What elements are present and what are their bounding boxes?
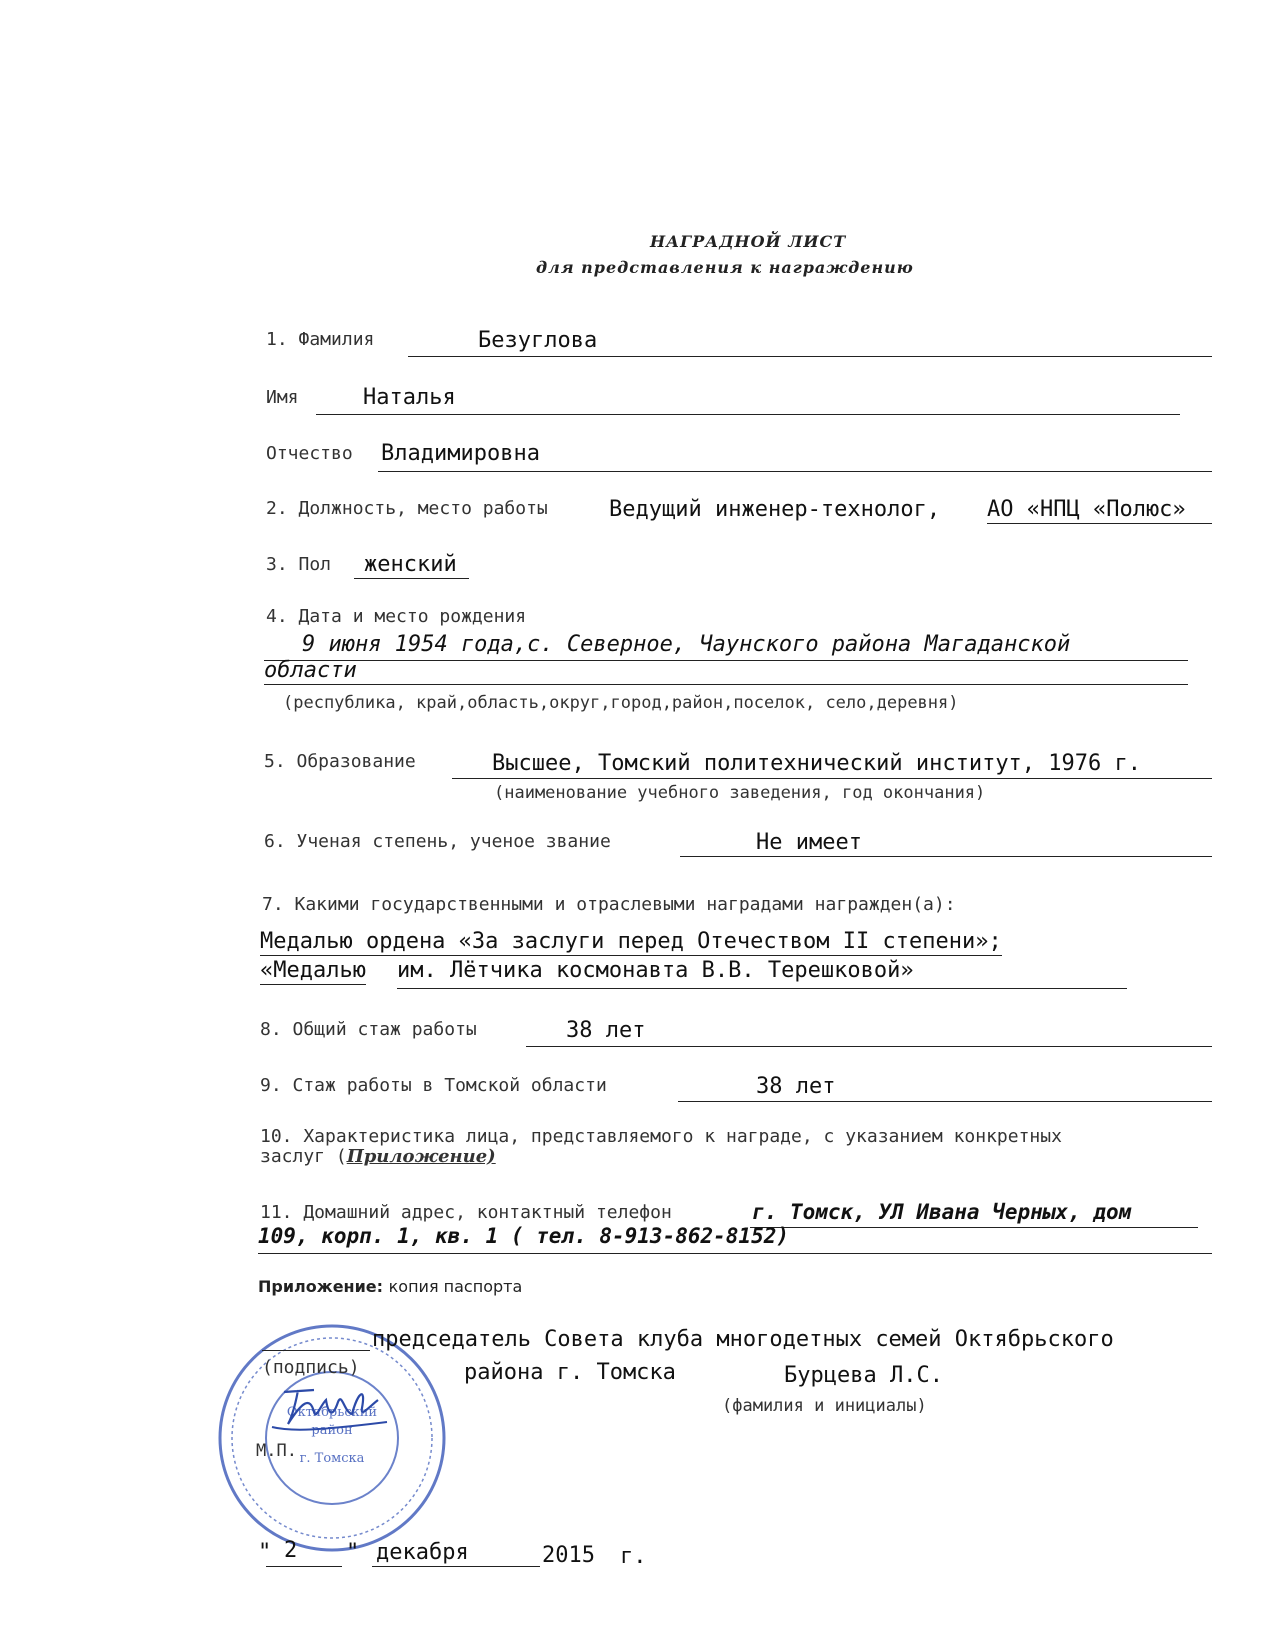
surname-value: Безуглова	[478, 328, 598, 353]
degree-value: Не имеет	[756, 830, 862, 855]
education-value: Высшее, Томский политехнический институт, 1976 г.	[492, 751, 1142, 776]
characteristic-label-line1: 10. Характеристика лица, представляемого к награде, с указанием конкретных	[260, 1126, 1062, 1147]
characteristic-label-line2	[260, 1146, 496, 1167]
name-value: Наталья	[363, 385, 456, 410]
characteristic-attachment-link: Приложение)	[346, 1146, 496, 1167]
address-line1-underline	[750, 1227, 1198, 1228]
address-line2-underline	[258, 1253, 1212, 1254]
date-year: 2015	[542, 1543, 595, 1568]
awards-line2-rest: им. Лётчика космонавта В.В. Терешковой»	[397, 958, 914, 983]
sex-value: женский	[354, 552, 469, 579]
education-hint: (наименование учебного заведения, год окончания)	[494, 783, 986, 803]
address-value-line2: 109, корп. 1, кв. 1 ( тел. 8-913-862-8152)	[258, 1224, 790, 1248]
experience-label: 8. Общий стаж работы	[260, 1019, 477, 1040]
awards-line2-prefix: «Медалью	[260, 958, 366, 983]
birth-hint: (республика, край,область,округ,город,район,поселок, село,деревня)	[283, 693, 959, 713]
date-suffix: г.	[620, 1544, 647, 1569]
birth-line2-underline	[264, 684, 1188, 685]
tomsk-experience-value: 38 лет	[756, 1074, 836, 1099]
awards-line2-underline	[397, 988, 1127, 989]
signer-role-line1: председатель Совета клуба многодетных семей Октябрьского	[372, 1327, 1114, 1352]
name-label: Имя	[266, 387, 299, 408]
date-close-quote: "	[346, 1540, 360, 1565]
seal-center-line3: г. Томска	[299, 1451, 365, 1466]
birth-label: 4. Дата и место рождения	[266, 606, 527, 627]
signature-hint: (подпись)	[262, 1357, 360, 1378]
characteristic-prefix: заслуг (	[260, 1146, 347, 1167]
patronymic-label: Отчество	[266, 443, 353, 464]
tomsk-experience-line	[678, 1101, 1212, 1102]
awards-label: 7. Какими государственными и отраслевыми наградами награжден(а):	[262, 894, 956, 915]
seal-place-mark: М.П.	[256, 1441, 297, 1461]
attachment-line	[258, 1277, 522, 1296]
position-org-value: АО «НПЦ «Полюс»	[987, 497, 1212, 524]
signature-stroke-main	[284, 1390, 378, 1424]
page-subtitle: для представления к награждению	[536, 258, 914, 277]
name-line	[316, 414, 1180, 415]
birth-line1-underline	[264, 660, 1188, 661]
sex-label: 3. Пол	[266, 554, 332, 575]
attachment-text: копия паспорта	[388, 1277, 523, 1296]
experience-line	[526, 1046, 1212, 1047]
date-day-underline	[266, 1566, 342, 1567]
signature-underline	[262, 1350, 370, 1351]
address-value-line1: г. Томск, УЛ Ивана Черных, дом	[752, 1200, 1132, 1224]
degree-label: 6. Ученая степень, ученое звание	[264, 831, 611, 852]
surname-label: 1. Фамилия	[266, 329, 375, 350]
position-label: 2. Должность, место работы	[266, 498, 548, 519]
signer-role-line2: района г. Томска	[464, 1360, 676, 1385]
degree-line	[680, 856, 1212, 857]
date-month: декабря	[376, 1540, 469, 1565]
position-value: Ведущий инженер-технолог,	[609, 497, 941, 522]
patronymic-line	[378, 471, 1212, 472]
experience-value: 38 лет	[566, 1018, 646, 1043]
attachment-label: Приложение:	[258, 1277, 384, 1296]
awards-line1: Медалью ордена «За заслуги перед Отечеством II степени»;	[260, 929, 1002, 954]
seal-center-line2: район	[311, 1423, 353, 1438]
birth-value-line1: 9 июня 1954 года,с. Северное, Чаунского района Магаданской	[302, 632, 1071, 657]
address-label: 11. Домашний адрес, контактный телефон	[260, 1202, 672, 1223]
signer-name-hint: (фамилия и инициалы)	[722, 1396, 927, 1416]
handwritten-signature	[262, 1372, 402, 1442]
date-month-underline	[372, 1566, 540, 1567]
seal-center-line1: Октябрьский	[286, 1405, 378, 1420]
patronymic-value: Владимировна	[381, 441, 540, 466]
education-line	[452, 778, 1212, 779]
date-day: 2	[284, 1538, 298, 1563]
page-title: НАГРАДНОЙ ЛИСТ	[650, 232, 847, 251]
signer-name: Бурцева Л.С.	[784, 1363, 943, 1388]
education-label: 5. Образование	[264, 751, 416, 772]
birth-value-line2: области	[264, 658, 357, 683]
tomsk-experience-label: 9. Стаж работы в Томской области	[260, 1075, 607, 1096]
date-open-quote: "	[258, 1540, 272, 1565]
surname-line	[408, 356, 1212, 357]
